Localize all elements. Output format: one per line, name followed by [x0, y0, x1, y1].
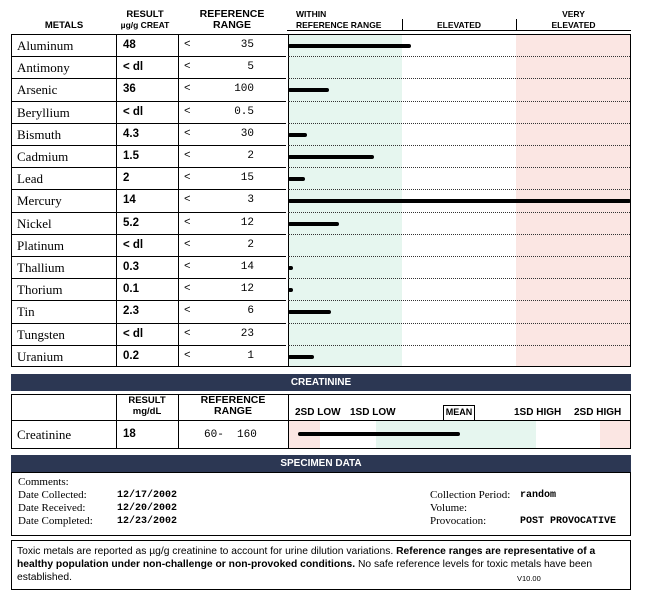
metal-result: < dl — [123, 238, 144, 251]
metal-reference-lt: < — [184, 238, 191, 251]
metal-reference-lt: < — [184, 261, 191, 273]
metal-name: Bismuth — [17, 126, 62, 142]
elevated-header: ELEVATED — [436, 20, 482, 30]
metal-row — [12, 190, 630, 212]
metal-reference-lt: < — [184, 305, 191, 318]
date-received-value: 12/20/2002 — [117, 503, 178, 514]
metals-header: METALS — [44, 20, 84, 31]
metal-result: 2 — [123, 172, 130, 185]
metal-result: 0.1 — [123, 283, 139, 296]
metal-name: Antimony — [17, 60, 70, 76]
metal-reference-value: 12 — [240, 216, 254, 229]
very-elevated-header: VERY ELEVATED — [551, 9, 596, 30]
metal-reference-lt: < — [184, 127, 191, 140]
metal-row — [12, 213, 630, 235]
metal-reference-lt: < — [184, 39, 191, 51]
metal-reference-value: 5 — [247, 61, 254, 74]
metal-result: 4.3 — [123, 127, 139, 140]
col-divider — [288, 395, 289, 448]
collection-period-label: Collection Period: — [430, 489, 511, 501]
specimen-data-box — [11, 472, 631, 536]
metal-result: < dl — [123, 61, 144, 74]
collection-period-value: random — [520, 490, 557, 501]
metal-result: 48 — [123, 39, 136, 51]
metal-result: 0.2 — [123, 349, 139, 362]
date-completed-label: Date Completed: — [18, 515, 93, 527]
metal-reference-value: 12 — [240, 283, 254, 296]
scale-2sd-low: 2SD LOW — [295, 407, 341, 418]
metal-reference-lt: < — [184, 150, 191, 162]
metal-level-bar — [288, 310, 331, 314]
creatinine-reference-range: 60- 160 — [204, 429, 257, 441]
metal-name: Tungsten — [17, 326, 65, 342]
metal-result: 36 — [123, 83, 136, 96]
metal-level-bar — [288, 155, 374, 159]
metals-table — [11, 34, 631, 367]
version-label: V10.00 — [517, 574, 541, 583]
creatinine-header-line — [12, 420, 630, 421]
metal-result: 14 — [123, 194, 136, 207]
date-completed-value: 12/23/2002 — [117, 516, 178, 527]
metal-reference-value: 23 — [240, 327, 254, 340]
metal-reference-value: 14 — [240, 261, 254, 273]
reference-range-header: REFERENCE RANGE — [199, 8, 265, 31]
metal-row — [12, 324, 630, 346]
creatinine-label: Creatinine — [17, 427, 72, 442]
metal-name: Mercury — [17, 193, 62, 209]
metal-row — [12, 79, 630, 101]
scale-1sd-high: 1SD HIGH — [514, 407, 562, 418]
creatinine-table — [11, 394, 631, 449]
metal-level-bar — [288, 266, 293, 270]
metal-level-bar — [288, 222, 339, 226]
metal-reference-value: 2 — [247, 238, 254, 251]
creatinine-result-header: RESULT mg/dL — [128, 395, 166, 417]
metal-row — [12, 146, 630, 168]
metal-reference-value: 30 — [240, 127, 254, 140]
metal-result: < dl — [123, 327, 144, 340]
high-1sd-zone — [536, 420, 600, 448]
metal-reference-value: 35 — [240, 39, 254, 51]
metal-result: < dl — [123, 105, 144, 118]
metal-name: Tin — [17, 304, 35, 320]
metal-row — [12, 235, 630, 257]
metal-row — [12, 124, 630, 146]
metal-name: Uranium — [17, 348, 64, 364]
metal-row — [12, 257, 630, 279]
result-header: RESULT µg/g CREAT — [120, 9, 170, 30]
high-2sd-zone — [600, 420, 630, 448]
metal-reference-value: 6 — [247, 305, 254, 318]
creatinine-level-bar — [298, 432, 460, 436]
within-range-header: WITHIN REFERENCE RANGE — [296, 9, 382, 30]
metal-result: 2.3 — [123, 305, 139, 318]
metal-reference-lt: < — [184, 327, 191, 340]
metal-reference-value: 0.5 — [234, 105, 254, 118]
metal-reference-lt: < — [184, 349, 191, 362]
specimen-band: SPECIMEN DATA — [11, 455, 631, 472]
metal-level-bar — [288, 44, 411, 48]
metal-name: Thallium — [17, 260, 65, 275]
metal-reference-lt: < — [184, 216, 191, 229]
date-collected-label: Date Collected: — [18, 489, 87, 501]
metal-name: Platinum — [17, 237, 64, 253]
metal-reference-lt: < — [184, 283, 191, 296]
metal-reference-value: 1 — [247, 349, 254, 362]
metal-row — [12, 168, 630, 190]
comments-label: Comments: — [18, 476, 69, 488]
date-collected-value: 12/17/2002 — [117, 490, 178, 501]
metal-reference-lt: < — [184, 172, 191, 185]
metal-name: Beryllium — [17, 104, 70, 120]
metal-name: Cadmium — [17, 149, 69, 164]
metal-result: 0.3 — [123, 261, 139, 273]
metal-name: Aluminum — [17, 38, 74, 53]
metal-reference-lt: < — [184, 61, 191, 74]
metal-reference-value: 100 — [234, 83, 254, 96]
disclaimer-text: Toxic metals are reported as µg/g creatinine to account for urine dilution variations. Reference ranges are representative of a healthy population under non-challenge or non-provoked conditions. No safe reference levels for toxic metals have been established. — [17, 546, 596, 583]
metal-level-bar — [288, 177, 305, 181]
within-header-underline — [287, 30, 402, 31]
metal-row — [12, 57, 630, 79]
metal-row — [12, 301, 630, 323]
metal-result: 1.5 — [123, 150, 139, 162]
metal-name: Thorium — [17, 282, 63, 298]
metal-level-bar — [288, 199, 631, 203]
volume-label: Volume: — [430, 502, 468, 514]
provocation-label: Provocation: — [430, 515, 487, 527]
creatinine-reference-header: REFERENCE RANGE — [200, 394, 266, 417]
scale-mean: MEAN — [443, 405, 475, 420]
metal-reference-lt: < — [184, 83, 191, 96]
metal-name: Arsenic — [17, 82, 58, 98]
creatinine-band: CREATININE — [11, 374, 631, 391]
metal-level-bar — [288, 355, 314, 359]
metal-row — [12, 102, 630, 124]
metal-reference-value: 15 — [240, 172, 254, 185]
metal-reference-value: 3 — [247, 194, 254, 207]
metal-row — [12, 346, 630, 368]
disclaimer-box — [11, 540, 631, 590]
provocation-value: POST PROVOCATIVE — [520, 516, 617, 527]
scale-1sd-low: 1SD LOW — [350, 407, 396, 418]
metal-reference-lt: < — [184, 105, 191, 118]
date-received-label: Date Received: — [18, 502, 86, 514]
metal-level-bar — [288, 88, 329, 92]
scale-2sd-high: 2SD HIGH — [574, 407, 622, 418]
metal-level-bar — [288, 133, 307, 137]
metal-reference-value: 2 — [247, 150, 254, 162]
metal-result: 5.2 — [123, 216, 139, 229]
metal-row — [12, 35, 630, 57]
metal-level-bar — [288, 288, 293, 292]
metal-name: Nickel — [17, 215, 52, 231]
metal-row — [12, 279, 630, 301]
creatinine-result: 18 — [123, 428, 136, 440]
metal-name: Lead — [17, 171, 43, 187]
metal-reference-lt: < — [184, 194, 191, 207]
